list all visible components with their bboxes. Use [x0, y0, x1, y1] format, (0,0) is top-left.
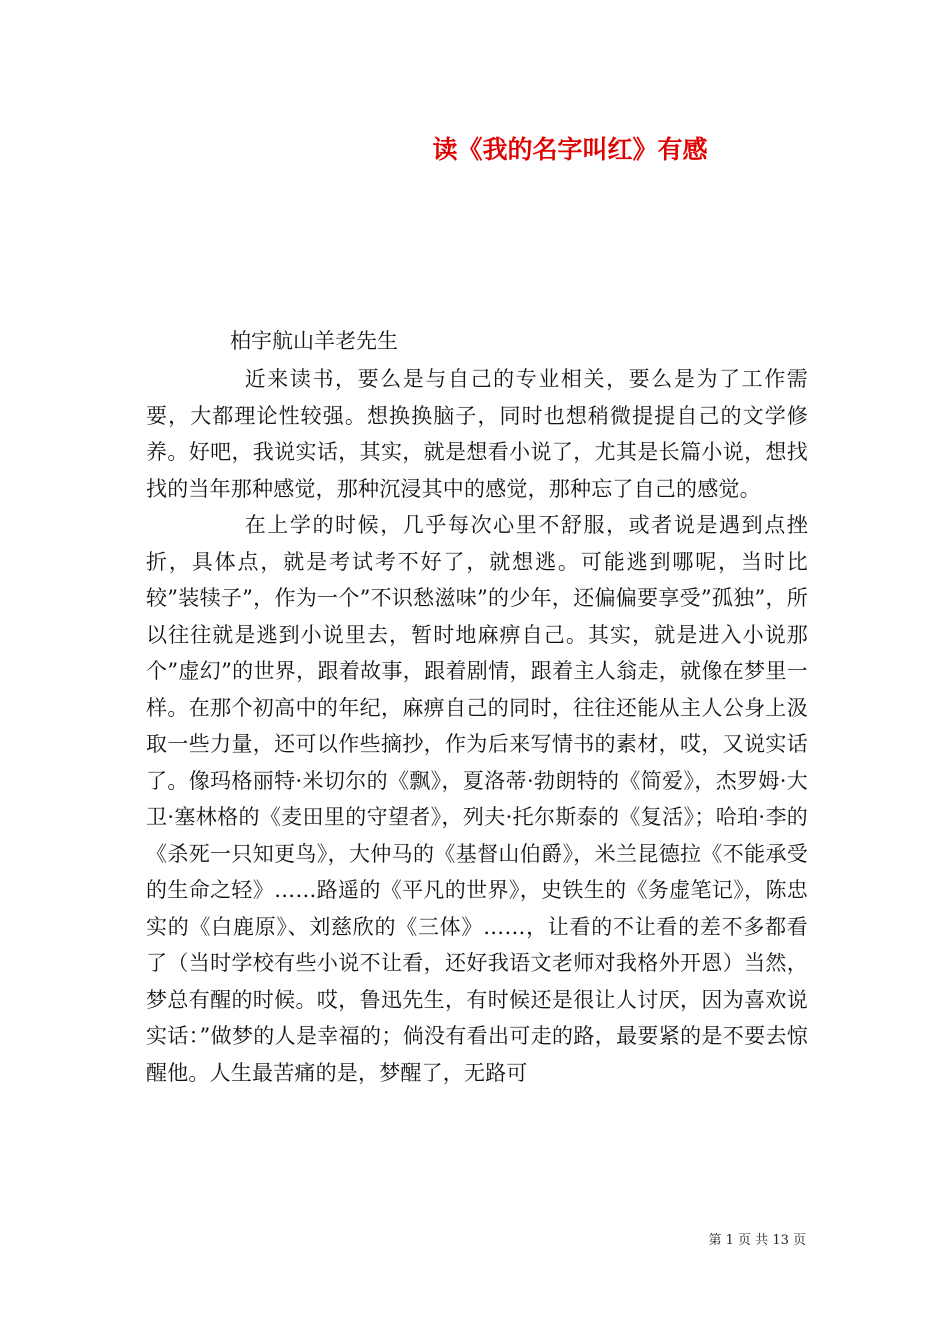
paragraph: 在上学的时候，几乎每次心里不舒服，或者说是遇到点挫折，具体点，就是考试考不好了，就想逃。可能逃到哪呢，当时比较”装犊子”，作为一个”不识愁滋味”的少年，还偏偏要享受”孤独”，所以往往就是逃到小说里去，暂时地麻痹自己。其实，就是进入小说那个”虚幻”的世界，跟着故事，跟着剧情，跟着主人翁走，就像在梦里一样。在那个初高中的年纪，麻痹自己的同时，往往还能从主人公身上汲取一些力量，还可以作些摘抄，作为后来写情书的素材，哎，又说实话了。像玛格丽特·米切尔的《飘》，夏洛蒂·勃朗特的《简爱》，杰罗姆·大卫·塞林格的《麦田里的守望者》，列夫·托尔斯泰的《复活》；哈珀·李的《杀死一只知更鸟》，大仲马的《基督山伯爵》，米兰昆德拉《不能承受的生命之轻》……路遥的《平凡的世界》，史铁生的《务虚笔记》，陈忠实的《白鹿原》、刘慈欣的《三体》……，让看的不让看的差不多都看了（当时学校有些小说不让看，还好我语文老师对我格外开恩）当然，梦总有醒的时候。哎，鲁迅先生，有时候还是很让人讨厌，因为喜欢说实话：”做梦的人是幸福的；倘没有看出可走的路，最要紧的是不要去惊醒他。人生最苦痛的是，梦醒了，无路可: [146, 513, 808, 1085]
author-line: 柏宇航山羊老先生: [230, 329, 398, 353]
page-footer: 第 1 页 共 13 页: [708, 1233, 806, 1248]
document-title: 读《我的名字叫红》有感: [432, 135, 708, 164]
document-body: [146, 361, 808, 1091]
paragraph: 近来读书，要么是与自己的专业相关，要么是为了工作需要，大都理论性较强。想换换脑子，同时也想稍微提提自己的文学修养。好吧，我说实话，其实，就是想看小说了，尤其是长篇小说，想找找的当年那种感觉，那种沉浸其中的感觉，那种忘了自己的感觉。: [146, 367, 808, 501]
